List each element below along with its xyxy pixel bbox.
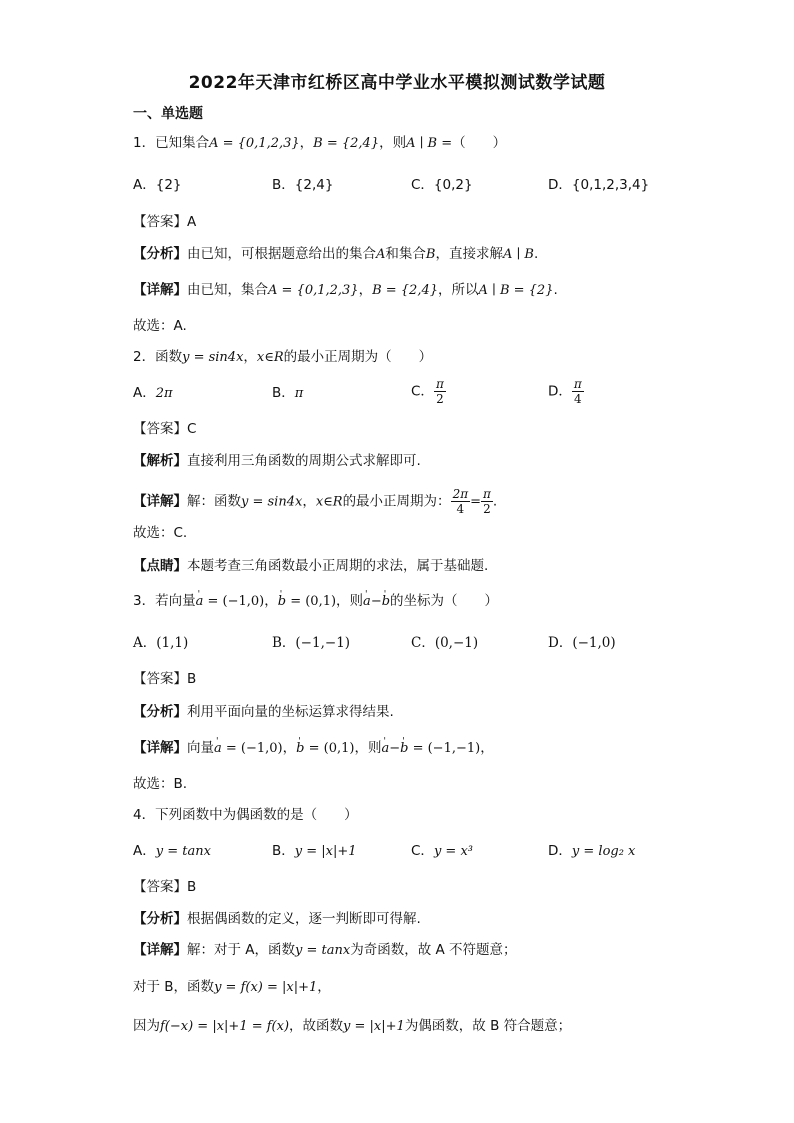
q4-option-c-label: C． — [411, 843, 434, 859]
q3-detail-vector-b-value: = (0,1) — [304, 741, 355, 756]
q3-analysis — [133, 703, 394, 721]
q3-vector-b: ' b — [278, 593, 286, 611]
q2-option-a — [133, 384, 173, 403]
q2-detail-frac1-den: 4 — [456, 502, 465, 516]
q2-option-d-num: π — [573, 377, 582, 391]
q1-set-b: B = {2,4} — [313, 136, 380, 151]
q4-option-d — [548, 842, 635, 861]
q1-analysis-set-a: A — [376, 247, 386, 262]
q1-sep: ， — [299, 135, 314, 151]
q1-stem-text: 1．已知集合 — [133, 135, 210, 151]
q3-analysis-tag: 【分析】 — [133, 704, 187, 720]
q4-option-c — [411, 842, 473, 861]
q4-detail-line-3 — [133, 1017, 571, 1036]
q1-analysis-text: 由已知，可根据题意给出的集合 — [187, 246, 376, 262]
q1-detail-end: . — [553, 282, 558, 298]
q2-sep: ， — [243, 349, 257, 365]
q2-option-c-den: 2 — [436, 392, 444, 406]
q2-detail-fraction-2 — [481, 487, 493, 516]
q1-detail-text-2: ，所以 — [438, 282, 479, 298]
q3-answer: 【答案】B — [133, 671, 197, 687]
q3-analysis-text: 利用平面向量的坐标运算求得结果. — [187, 704, 394, 720]
q4-detail-func: y = tanx — [295, 943, 351, 958]
q1-answer: 【答案】A — [133, 214, 197, 230]
q2-detail-text: 解：函数 — [187, 493, 241, 510]
q1-analysis-end: . — [533, 246, 539, 262]
q1-analysis-expr: A ∣ B — [502, 247, 534, 262]
q4-option-b-value: y = |x|+1 — [294, 844, 357, 859]
q1-analysis-text-2: 和集合 — [385, 246, 426, 262]
q4-detail-line-2 — [133, 978, 331, 997]
q3-detail-expr-a: ' a — [381, 740, 389, 758]
q2-analysis — [133, 452, 421, 470]
q2-comment-text: 本题考查三角函数最小正周期的求法，属于基础题. — [187, 558, 489, 574]
q2-stem-text: 2．函数 — [133, 349, 183, 365]
page-title: 2022年天津市红桥区高中学业水平模拟测试数学试题 — [188, 73, 606, 93]
q3-detail — [133, 739, 494, 758]
q3-stem-text-3: 的坐标为（ ） — [390, 593, 499, 609]
q2-detail-func: y = sin4x — [241, 494, 303, 510]
q4-line3-text: 因为 — [133, 1018, 160, 1034]
q2-domain: x∈R — [256, 350, 284, 365]
q2-detail-tag: 【详解】 — [133, 493, 187, 510]
q3-detail-vector-a: ' a — [214, 740, 222, 758]
q3-detail-text: 向量 — [187, 740, 214, 756]
q3-detail-expr-b: ' b — [400, 740, 408, 758]
q1-detail-set-b: B = {2,4} — [372, 283, 439, 298]
q1-stem — [133, 134, 506, 153]
q1-stem-text-3: （ ） — [452, 135, 507, 151]
q3-expr-minus: − — [370, 594, 382, 609]
q4-stem: 4．下列函数中为偶函数的是（ ） — [133, 807, 358, 823]
q4-analysis — [133, 910, 421, 928]
q3-stem-text-2: ，则 — [336, 593, 364, 609]
q4-option-b — [272, 842, 357, 861]
q4-detail-text: 解：对于 A，函数 — [187, 942, 296, 958]
q2-detail-sep: ， — [302, 493, 316, 510]
q3-expr-b: ' b — [382, 593, 390, 611]
q3-detail-text-2: ，则 — [354, 740, 382, 756]
q3-detail-expr-minus: − — [389, 741, 401, 756]
q4-line3-text-3: 为偶函数，故 B 符合题意； — [404, 1018, 572, 1034]
q1-analysis — [133, 245, 538, 264]
q4-line2-end: ， — [317, 979, 331, 995]
q1-detail-tag: 【详解】 — [133, 282, 187, 298]
q2-detail-frac2-den: 2 — [483, 502, 491, 516]
q1-option-d: D．{0,1,2,3,4} — [548, 177, 650, 193]
q2-option-d-label: D． — [548, 383, 572, 400]
q2-option-d — [548, 377, 584, 406]
q2-comment-tag: 【点睛】 — [133, 558, 187, 574]
q3-detail-end: ， — [480, 740, 494, 756]
q4-line3-text-2: ，故函数 — [289, 1018, 344, 1034]
q2-detail-eq: = — [470, 494, 481, 510]
q4-line2-text: 对于 B，函数 — [133, 979, 215, 995]
q2-detail-frac1-num: 2π — [452, 487, 469, 501]
q4-option-a-label: A． — [133, 843, 156, 859]
q2-option-c-num: π — [435, 377, 444, 391]
q2-conclusion: 故选：C. — [133, 525, 188, 541]
q2-option-d-den: 4 — [574, 392, 582, 406]
q4-option-c-value: y = x³ — [433, 844, 473, 859]
q4-line2-func: y = f(x) = |x|+1 — [214, 980, 318, 995]
q1-analysis-tag: 【分析】 — [133, 246, 187, 262]
q2-comment — [133, 557, 488, 575]
q2-option-c-label: C． — [411, 383, 434, 400]
q2-analysis-tag: 【解析】 — [133, 453, 187, 469]
q1-stem-text-2: ，则 — [379, 135, 407, 151]
q2-option-a-label: A． — [133, 385, 156, 401]
q4-analysis-text: 根据偶函数的定义，逐一判断即可得解. — [187, 911, 421, 927]
q4-option-d-value: y = log₂ x — [571, 844, 636, 859]
q1-option-c: C．{0,2} — [411, 177, 473, 193]
q1-conclusion: 故选：A. — [133, 318, 187, 334]
q2-detail — [133, 487, 497, 516]
q4-option-d-label: D． — [548, 843, 572, 859]
q1-detail-expr: A ∣ B = {2} — [478, 283, 554, 298]
q3-detail-expr-value: = (−1,−1) — [408, 741, 481, 756]
q3-detail-tag: 【详解】 — [133, 740, 187, 756]
q2-option-b-label: B． — [272, 385, 295, 401]
q4-detail — [133, 941, 517, 960]
q3-option-a: A．(1,1) — [133, 635, 189, 651]
q3-vector-b-value: = (0,1) — [286, 594, 337, 609]
q3-option-b: B．(−1,−1) — [272, 635, 351, 651]
q2-detail-end: . — [492, 493, 498, 510]
q1-set-a: A = {0,1,2,3} — [209, 136, 300, 151]
q2-detail-frac2-num: π — [483, 487, 491, 501]
q3-option-d: D．(−1,0) — [548, 635, 616, 651]
q4-option-a-value: y = tanx — [155, 844, 211, 859]
q1-expr: A ∣ B = — [406, 136, 453, 151]
q1-detail-set-a: A = {0,1,2,3} — [268, 283, 359, 298]
q1-detail — [133, 281, 558, 300]
q4-option-b-label: B． — [272, 843, 295, 859]
q4-analysis-tag: 【分析】 — [133, 911, 187, 927]
q4-detail-tag: 【详解】 — [133, 942, 187, 958]
q3-detail-vector-a-value: = (−1,0) — [221, 741, 283, 756]
q2-option-d-fraction — [572, 377, 584, 406]
q3-conclusion: 故选：B. — [133, 776, 188, 792]
q3-detail-sep: ， — [282, 740, 297, 756]
q4-line3-func: y = |x|+1 — [343, 1019, 405, 1034]
q2-option-c-fraction — [434, 377, 446, 406]
q3-stem-text: 3．若向量 — [133, 593, 196, 609]
q1-detail-text: 由已知，集合 — [187, 282, 268, 298]
q1-analysis-text-3: ，直接求解 — [435, 246, 503, 262]
q3-sep: ， — [264, 593, 278, 609]
q2-func: y = sin4x — [182, 350, 244, 365]
q3-expr-a: ' a — [363, 593, 371, 611]
q2-stem-text-2: 的最小正周期为（ ） — [283, 349, 433, 365]
q2-detail-text-2: 的最小正周期为： — [342, 493, 451, 510]
q3-vector-a-value: = (−1,0) — [203, 594, 265, 609]
q3-stem — [133, 592, 498, 611]
q4-option-a — [133, 842, 211, 861]
q2-detail-fraction-1 — [451, 487, 471, 516]
q4-detail-text-2: 为奇函数，故 A 不符题意； — [350, 942, 517, 958]
q2-detail-domain: x∈R — [315, 494, 343, 510]
q2-option-a-value: 2π — [155, 386, 173, 401]
q2-option-b-value: π — [294, 386, 304, 401]
q3-vector-a: ' a — [196, 593, 204, 611]
q2-analysis-text: 直接利用三角函数的周期公式求解即可. — [187, 453, 421, 469]
q1-analysis-set-b: B — [425, 247, 436, 262]
q2-option-b — [272, 384, 303, 403]
q3-option-c: C．(0,−1) — [411, 635, 479, 651]
q2-option-c — [411, 377, 446, 406]
q3-detail-vector-b: ' b — [296, 740, 304, 758]
q4-line3-expr: f(−x) = |x|+1 = f(x) — [160, 1019, 290, 1034]
q1-option-b: B．{2,4} — [272, 177, 334, 193]
q2-stem — [133, 348, 432, 367]
q1-detail-sep: ， — [358, 282, 373, 298]
q4-answer: 【答案】B — [133, 879, 197, 895]
q1-option-a: A．{2} — [133, 177, 182, 193]
q2-answer: 【答案】C — [133, 421, 197, 437]
section-heading: 一、单选题 — [133, 106, 203, 122]
